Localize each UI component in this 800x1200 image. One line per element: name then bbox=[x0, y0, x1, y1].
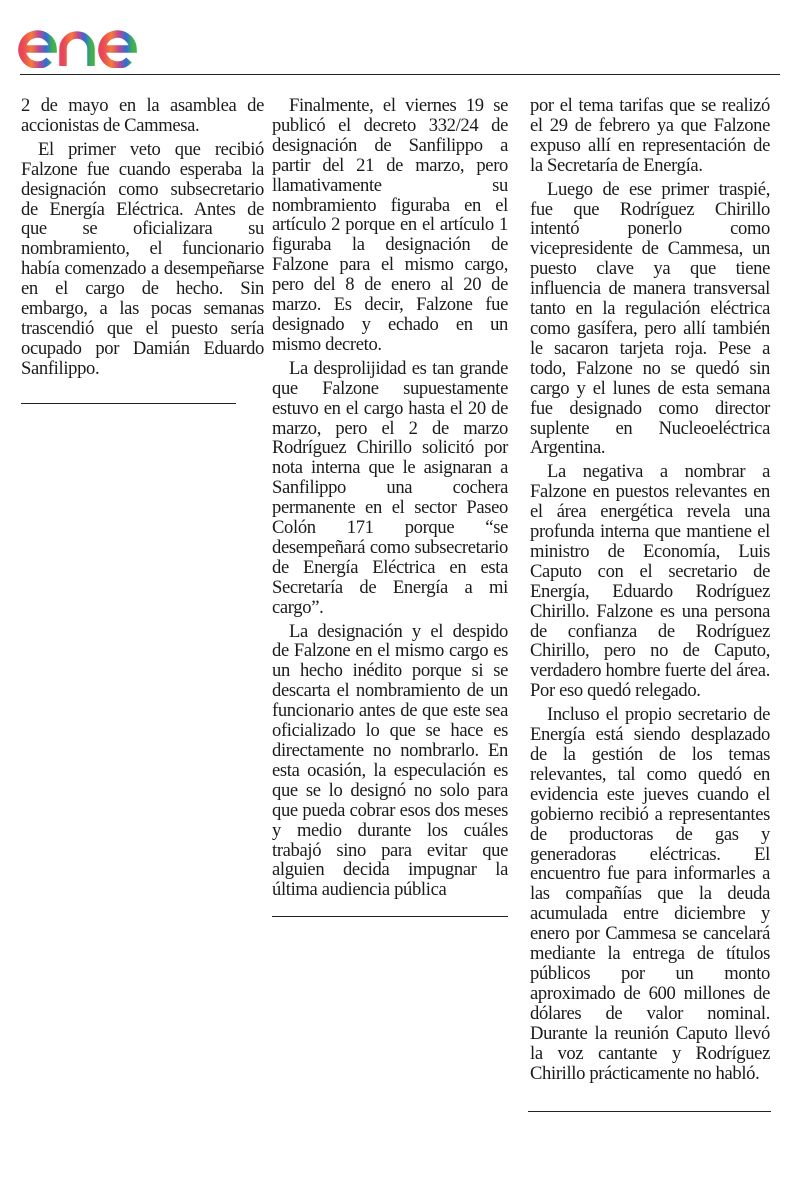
header-divider bbox=[20, 74, 780, 75]
article-column-3 bbox=[530, 96, 770, 1112]
article-column-1 bbox=[21, 96, 264, 404]
enel-logo bbox=[16, 8, 180, 68]
article-paragraph: Luego de ese primer traspié, fue que Rodríguez Chirillo intentó ponerlo como vicepresidente de Cammesa, un puesto clave ya que tiene influencia de manera transversal tanto en la regulación eléctrica como gasífera, pero allí también le sacaron tarjeta roja. Pese a todo, Falzone no se quedó sin cargo y el lunes de esta semana fue designado como director suplente en Nucleoeléctrica Argentina. bbox=[530, 178, 770, 459]
enel-logo-mark bbox=[16, 8, 180, 68]
article-paragraph: Incluso el propio secretario de Energía está siendo desplazado de la gestión de los temas relevantes, tal como quedó en evidencia este jueves cuando el gobierno recibió a representantes de productoras de gas y generadoras eléctricas. El encuentro fue para informarles a las compañías que la deuda acumulada entre diciembre y enero por Cammesa se cancelará mediante la entrega de títulos públicos por un monto aproximado de 600 millones de dólares de valor nominal. Durante la reunión Caputo llevó la voz cantante y Rodríguez Chirillo prácticamente no habló. bbox=[530, 704, 770, 1084]
column-end-rule bbox=[528, 1111, 771, 1112]
column-end-rule bbox=[21, 403, 236, 404]
page-header bbox=[0, 0, 800, 76]
article-paragraph: El primer veto que recibió Falzone fue cuando esperaba la designación como subsecretario de Energía Eléctrica. Antes de que se oficializara su nombramiento, el funcionario había comenzado a desempeñarse en el cargo de hecho. Sin embargo, a las pocas semanas trascendió que el puesto sería ocupado por Damián Eduardo Sanfilippo. bbox=[21, 138, 264, 379]
article-paragraph: La negativa a nombrar a Falzone en puestos relevantes en el área energética revela una profunda interna que mantiene el ministro de Economía, Luis Caputo con el secretario de Energía, Eduardo Rodríguez Chirillo. Falzone es una persona de confianza de Rodríguez Chirillo, pero no de Caputo, verdadero hombre fuerte del área. Por eso quedó relegado. bbox=[530, 461, 770, 702]
article-paragraph: La desprolijidad es tan grande que Falzone supuestamente estuvo en el cargo hasta el 20 de marzo, pero el 2 de marzo Rodríguez Chirillo solicitó por nota interna que le asignaran a Sanfilippo una cochera permanente en el sector Paseo Colón 171 porque “se desempeñará como subsecretario de Energía Eléctrica en esta Secretaría de Energía a mi cargo”. bbox=[272, 357, 508, 618]
article-paragraph: Finalmente, el viernes 19 se publicó el decreto 332/24 de designación de Sanfilippo a partir del 21 de marzo, pero llamativamente su nombramiento figuraba en el artículo 2 porque en el artículo 1 figuraba la designación de Falzone para el mismo cargo, pero del 8 de enero al 20 de marzo. Es decir, Falzone fue designado y echado en un mismo decreto. bbox=[272, 95, 508, 355]
article-paragraph: La designación y el despido de Falzone en el mismo cargo es un hecho inédito porque si se descarta el nombramiento de un funcionario antes de que este sea oficializado lo que se hace es directamente no nombrarlo. En esta ocasión, la especulación es que se lo designó no solo para que pueda cobrar esos dos meses y medio durante los cuáles trabajó sino para evitar que alguien decida impugnar la última audiencia pública bbox=[272, 620, 508, 901]
column-end-rule bbox=[272, 916, 508, 917]
article-paragraph: por el tema tarifas que se realizó el 29 de febrero ya que Falzone expuso allí en representación de la Secretaría de Energía. bbox=[530, 95, 770, 176]
article-column-2 bbox=[272, 96, 508, 917]
article-paragraph: 2 de mayo en la asamblea de accionistas de Cammesa. bbox=[21, 95, 264, 136]
